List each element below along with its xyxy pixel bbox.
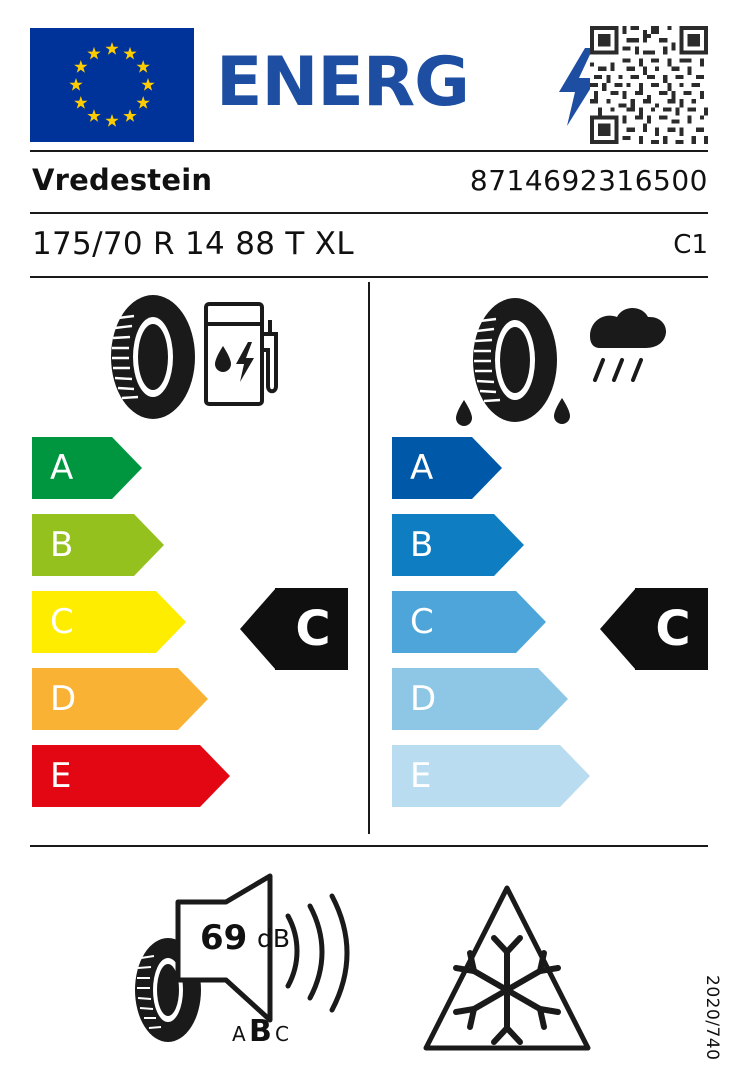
tyre-rain-cloud-icon: [440, 288, 670, 428]
three-peak-mountain-snowflake-icon: [420, 880, 595, 1060]
noise-class-a: A: [232, 1022, 246, 1046]
noise-db-value: 69: [200, 918, 248, 958]
fuel-grade-d-letter: D: [50, 679, 77, 719]
grip-result-letter: C: [655, 601, 691, 657]
divider-top: [30, 150, 708, 152]
grip-grade-d-letter: D: [410, 679, 437, 719]
tyre-class: C1: [673, 230, 708, 260]
fuel-grade-b-letter: B: [50, 525, 74, 565]
noise-db-unit: dB: [257, 924, 291, 953]
tyre-fuel-pump-icon: [96, 290, 296, 425]
fuel-grade-e-letter: E: [50, 756, 72, 796]
noise-class-b: B: [249, 1014, 272, 1049]
noise-section: [120, 870, 380, 1060]
grip-grade-a-letter: A: [410, 448, 434, 488]
fuel-grade-c-letter: C: [50, 602, 74, 642]
grip-grade-c-letter: C: [410, 602, 434, 642]
eu-flag-icon: [30, 28, 194, 142]
fuel-grade-a-letter: A: [50, 448, 74, 488]
fuel-efficiency-result: [240, 588, 348, 670]
tyre-size: 175/70 R 14 88 T XL: [32, 226, 354, 262]
wet-grip-result: [600, 588, 708, 670]
divider-brand: [30, 212, 708, 214]
noise-class-c: C: [275, 1022, 289, 1046]
divider-size: [30, 276, 708, 278]
fuel-result-letter: C: [295, 601, 331, 657]
regulation-code: 2020/740: [702, 974, 722, 1060]
brand-name: Vredestein: [32, 163, 213, 197]
divider-columns: [368, 282, 370, 834]
grip-grade-b-letter: B: [410, 525, 434, 565]
label-header: [30, 22, 708, 140]
divider-noise: [30, 845, 708, 847]
energy-wordmark: ENERG: [216, 43, 469, 122]
grip-grade-e-letter: E: [410, 756, 432, 796]
qr-code-icon: [590, 26, 708, 144]
ean-code: 8714692316500: [469, 164, 708, 197]
